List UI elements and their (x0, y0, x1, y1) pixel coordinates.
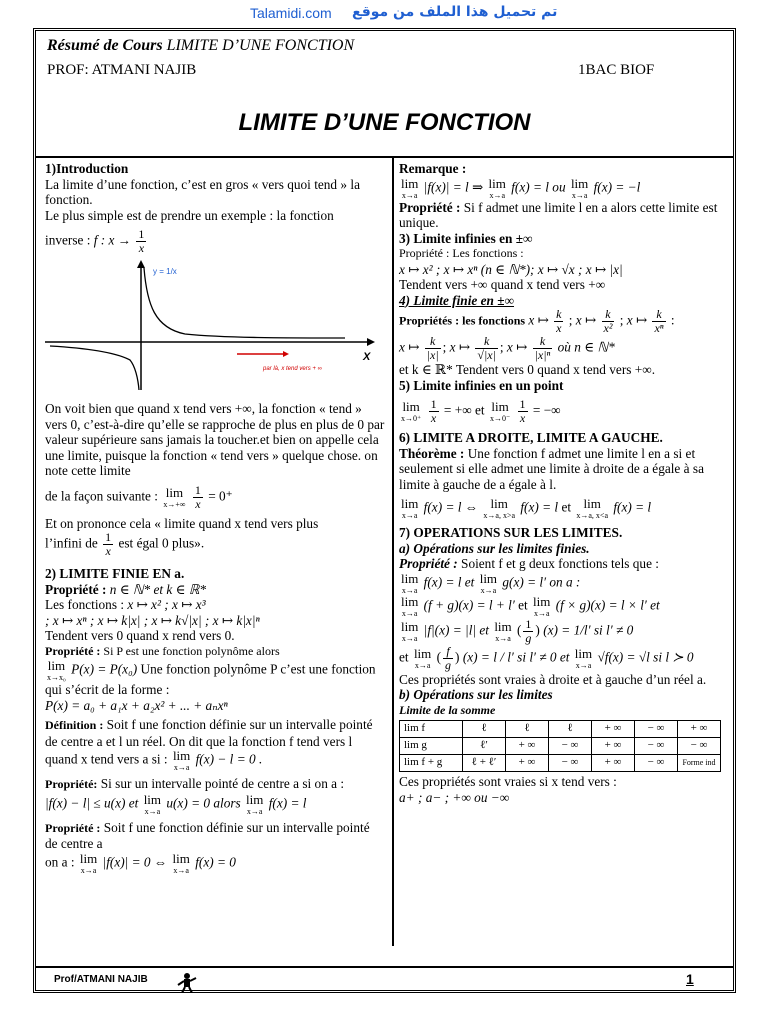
prof-name: PROF: ATMANI NAJIB (47, 62, 197, 78)
section-2-tend: Tendent vers 0 quand x rend vers 0. (45, 628, 235, 643)
table-cell: + ∞ (506, 755, 549, 772)
section-3-property: Propriété : Les fonctions : (399, 246, 524, 260)
table-row (400, 755, 721, 772)
table-cell: ℓ′ (463, 738, 506, 755)
left-column (45, 161, 385, 875)
poly-property: Propriété : Si P est une fonction polynôme alors (45, 643, 280, 658)
table-cell: − ∞ (635, 755, 678, 772)
table-cell: ℓ (549, 721, 592, 738)
section-7-end-2: a+ ; a− ; +∞ ou −∞ (399, 789, 510, 805)
poly-limit: lim x→x₀ P(x) = P(x₀) Une fonction polynôme P c’est une fonction qui s’écrit de la forme : (45, 658, 376, 697)
page-number: 1 (686, 971, 694, 987)
graph-note: par là, x tend vers + ∞ (263, 366, 322, 372)
table-cell: − ∞ (549, 755, 592, 772)
property-3-eq: |f(x) − l| ≤ u(x) et lim x→a u(x) = 0 alors lim x→a f(x) = l (45, 791, 307, 816)
section-2-functions: Les fonctions : x ↦ x² ; x ↦ x³ (45, 597, 206, 612)
section-7-eq2: lim x→a (f + g)(x) = l + l′ et lim x→a (f × g)(x) = l × l′ et (401, 593, 660, 618)
inverse-function: inverse : f : x → $\frac{1}{x}$ (45, 227, 145, 255)
table-cell: ℓ + ℓ′ (463, 755, 506, 772)
document-frame (33, 28, 736, 993)
intro-text-1: La limite d’une fonction, c’est en gros « vers quoi tend » la fonction. (45, 176, 360, 207)
table-cell: + ∞ (678, 721, 721, 738)
table-cell: lim g (400, 738, 463, 755)
limit-explanation: On voit bien que quand x tend vers +∞, la fonction « tend » vers 0, c’est-à-dire qu’elle se rapproche de plus en plus de 0 par valeur supérieure sans jamais la toucher.et bien on appelle cela une limite, puisque la fonction « tend vers » quelque chose. on note cette limite (45, 401, 385, 478)
section-6-theorem: Théorème : Une fonction f admet une limite l en a si et seulement si elle admet une limite à droite de a égale à sa limite à gauche de a égale à l. (399, 445, 704, 492)
section-7-eq1: lim x→a f(x) = l et lim x→a g(x) = l′ on a : (401, 570, 581, 595)
table-cell: + ∞ (592, 721, 635, 738)
hyperbola-graph (45, 260, 375, 395)
download-notice: تم تحميل هذا الملف من موقع (352, 4, 558, 20)
poly-form: P(x) = a₀ + a₁x + a₂x² + ... + aₙxⁿ (45, 697, 228, 713)
footer (36, 966, 733, 996)
section-6-eq: lim x→a f(x) = l ⇔ lim x→a, x>a f(x) = l et lim x→a, x<a f(x) = l (401, 496, 652, 520)
section-4-functions-2: x ↦ $\frac{k}{|x|}$ ; x ↦ $\frac{k}{√|x|}$ ; x ↦ $\frac{k}{\text{|x|ⁿ}}$ où n ∈ ℕ* (399, 334, 615, 362)
table-cell: − ∞ (635, 738, 678, 755)
figure-icon (176, 971, 198, 993)
site-link[interactable]: Talamidi.com (250, 5, 332, 21)
section-6-title: 6) LIMITE A DROITE, LIMITE A GAUCHE. (399, 430, 663, 445)
section-3-tend: Tendent vers +∞ quand x tend vers +∞ (399, 277, 606, 292)
class-level: 1BAC BIOF (578, 62, 655, 78)
table-cell: + ∞ (592, 755, 635, 772)
section-2-property: Propriété : n ∈ ℕ* et k ∈ ℝ* (45, 581, 207, 597)
definition: Définition : Soit f une fonction définie sur un intervalle pointé de centre a et l un réel. On dit que la fonction f tend vers l quand x tend vers a si : lim x→a f(x) − l = 0 . (45, 717, 373, 772)
section-7-property: Propriété : Soient f et g deux fonctions tels que : (399, 556, 659, 571)
sum-limit-table (399, 720, 721, 772)
property-4: Propriété : Soit f une fonction définie sur un intervalle pointé de centre a (45, 819, 370, 851)
column-divider (392, 156, 394, 946)
top-banner (0, 0, 768, 26)
limit-notation: de la façon suivante : lim x→+∞ $\frac{1}{x}$ = 0⁺ (45, 482, 233, 511)
table-cell: lim f + g (400, 755, 463, 772)
section-7b-sub: Limite de la somme (399, 702, 496, 717)
header (36, 31, 733, 158)
section-7a-title: a) Opérations sur les limites finies. (399, 540, 590, 556)
section-4-functions: Propriétés : les fonctions x ↦ $\frac{k}{x}$ ; x ↦ $\frac{k}{\text{x²}}$ ; x ↦ $\frac{k}{\text{xⁿ}}$ : (399, 307, 675, 335)
section-7-vrai: Ces propriétés sont vraies à droite et à gauche d’un réel a. (399, 671, 707, 687)
remark-eq: lim x→a |f(x)| = l ⇒ lim x→a f(x) = l ou lim x→a f(x) = −l (401, 175, 641, 200)
course-heading: Résumé de Cours LIMITE D’UNE FONCTION (47, 37, 355, 54)
section-7-end-1: Ces propriétés sont vraies si x tend vers : (399, 774, 617, 789)
intro-text-2: Le plus simple est de prendre un exemple : la fonction (45, 207, 334, 223)
table-cell: lim f (400, 721, 463, 738)
section-7-eq3: lim x→a |f|(x) = |l| et lim x→a ( $\frac{1}{g}$ ) (x) = 1/l′ si l′ ≠ 0 (401, 616, 634, 645)
table-cell: + ∞ (592, 738, 635, 755)
table-cell: − ∞ (678, 738, 721, 755)
section-7-title: 7) OPERATIONS SUR LES LIMITES. (399, 525, 623, 540)
footer-prof: Prof/ATMANI NAJIB (54, 974, 148, 985)
table-cell: − ∞ (549, 738, 592, 755)
property-4-eq: on a : lim x→a |f(x)| = 0 ⇔ lim x→a f(x) = 0 (45, 850, 236, 875)
table-cell: ℓ (506, 721, 549, 738)
pronounce-text: Et on prononce cela « limite quand x tend vers plus (45, 515, 319, 531)
table-cell: − ∞ (635, 721, 678, 738)
section-7-eq4: et lim x→a ( $\frac{f}{g}$ ) (x) = l / l′ si l′ ≠ 0 et lim x→a √f(x) = √l si l ≻ 0 (399, 643, 694, 672)
property-3: Propriété: Si sur un intervalle pointé de centre a si on a : (45, 776, 345, 791)
section-intro-title: 1)Introduction (45, 161, 129, 176)
lim-symbol: lim x→+∞ (163, 484, 186, 509)
fraction: $\frac{1}{x}$ (138, 227, 145, 255)
section-5-eq: lim x→0⁺ $\frac{1}{x}$ = +∞ et lim x→0⁻ $\frac{1}{x}$ = −∞ (401, 397, 561, 425)
graph-label: y = 1/x (153, 267, 177, 276)
section-3-functions: x ↦ x² ; x ↦ xⁿ (n ∈ ℕ*); x ↦ √x ; x ↦ |x| (399, 261, 623, 277)
table-cell: + ∞ (506, 738, 549, 755)
section-2-title: 2) LIMITE FINIE EN a. (45, 566, 185, 581)
table-row (400, 721, 721, 738)
x-axis-label: X (363, 351, 371, 363)
uniqueness-property: Propriété : Si f admet une limite l en a alors cette limite est unique. (399, 199, 718, 230)
section-5-title: 5) Limite infinies en un point (399, 377, 564, 393)
page-title: LIMITE D’UNE FONCTION (238, 109, 531, 136)
section-3-title: 3) Limite infinies en ±∞ (399, 230, 533, 246)
section-2-functions-2: ; x ↦ xⁿ ; x ↦ k|x| ; x ↦ k√|x| ; x ↦ k|x|ⁿ (45, 612, 260, 628)
right-column (399, 161, 729, 805)
remark-title: Remarque : (399, 161, 467, 176)
table-row (400, 738, 721, 755)
section-4-title: 4) Limite finie en ±∞ (399, 292, 515, 308)
section-4-tend: et k ∈ ℝ* Tendent vers 0 quand x tend vers +∞. (399, 362, 656, 377)
pronounce-text-2: l’infini de $\frac{1}{x}$ est égal 0 plus». (45, 530, 205, 558)
table-cell: Forme ind (678, 755, 721, 772)
table-cell: ℓ (463, 721, 506, 738)
section-7b-title: b) Opérations sur les limites (399, 687, 553, 702)
